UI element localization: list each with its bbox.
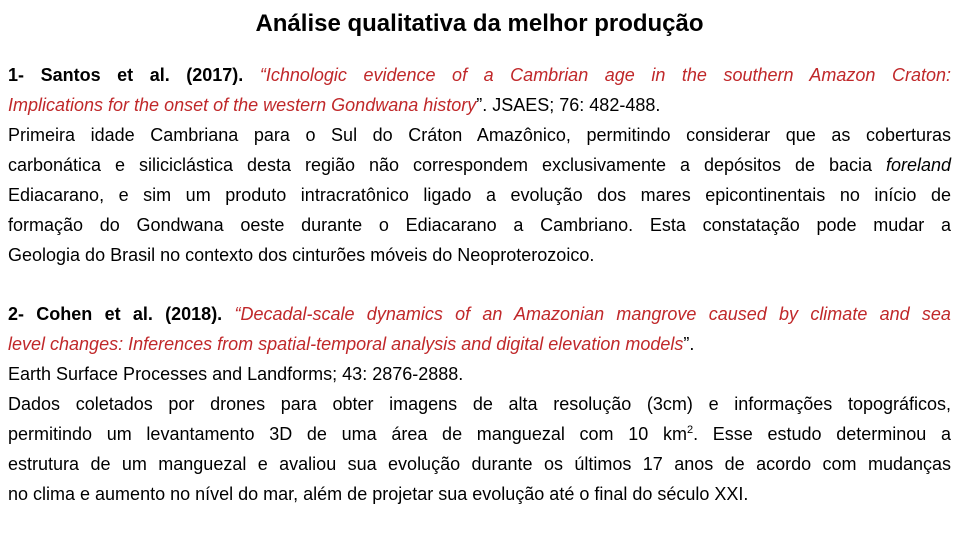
entry-2-quote-close: ”. (683, 334, 695, 354)
entry-1-quote-open: “ (259, 65, 266, 85)
entry-1-summary-line-3: Ediacarano, e sim um produto intracratônico ligado a evolução dos mares epicontinentais no início de (8, 185, 951, 205)
entry-1-summary-italic-word: foreland (885, 155, 951, 175)
reference-entry-1 (8, 60, 951, 270)
entry-2-summary-line-2-rest: . Esse estudo determinou a (693, 424, 951, 444)
page-title: Análise qualitativa da melhor produção (255, 10, 704, 37)
entry-2-quote-open: “ (234, 304, 241, 324)
entry-2-journal-ref: Earth Surface Processes and Landforms; 43: 2876-2888. (8, 364, 464, 384)
entry-1-summary-line-2 (8, 150, 951, 180)
reference-entry-2 (8, 299, 951, 509)
entry-2-summary-line-3: estrutura de um manguezal e avaliou sua evolução durante os últimos 17 anos de acordo com mudanças (8, 454, 951, 474)
entry-2-superscript: 2 (686, 424, 694, 436)
entry-2-number: 2- (8, 304, 25, 324)
entry-2-article-title-line-1: Decadal-scale dynamics of an Amazonian mangrove caused by climate and sea (240, 304, 951, 324)
entry-1-authors: Santos et al. (2017). (40, 65, 244, 85)
entry-1-line-1 (8, 60, 951, 90)
entry-2-line-1 (8, 299, 951, 329)
entry-1-journal-ref: . JSAES; 76: 482-488. (482, 95, 661, 115)
entry-2-summary-line-4: no clima e aumento no nível do mar, além de projetar sua evolução até o final do século XXI. (8, 484, 749, 504)
entry-1-summary-line-1: Primeira idade Cambriana para o Sul do Cráton Amazônico, permitindo considerar que as coberturas (8, 125, 951, 145)
entry-2-summary-line-2-text: permitindo um levantamento 3D de uma área de manguezal com 10 km (8, 424, 687, 444)
entry-1-article-title-line-1: Ichnologic evidence of a Cambrian age in the southern Amazon Craton: (265, 65, 951, 85)
entry-1-summary-line-5: Geologia do Brasil no contexto dos cinturões móveis do Neoproterozoico. (8, 245, 595, 265)
entry-1-summary-line-2-text: carbonática e siliciclástica desta região não correspondem exclusivamente a depósitos de bacia (8, 155, 886, 175)
entry-1-number: 1- (8, 65, 25, 85)
entry-1-quote-close: ” (476, 95, 483, 115)
entry-2-summary-line-2 (8, 419, 951, 449)
entry-2-article-title-line-2: level changes: Inferences from spatial-temporal analysis and digital elevation models (8, 334, 684, 354)
entry-2-authors: Cohen et al. (2018). (36, 304, 223, 324)
entry-1-summary-line-4: formação do Gondwana oeste durante o Ediacarano a Cambriano. Esta constatação pode mudar a (8, 215, 951, 235)
entry-1-article-title-line-2: Implications for the onset of the western Gondwana history (8, 95, 477, 115)
entry-2-line-2 (8, 329, 951, 359)
entry-2-summary-line-1: Dados coletados por drones para obter imagens de alta resolução (3cm) e informações topográficos, (8, 394, 951, 414)
entry-1-line-2 (8, 90, 951, 120)
